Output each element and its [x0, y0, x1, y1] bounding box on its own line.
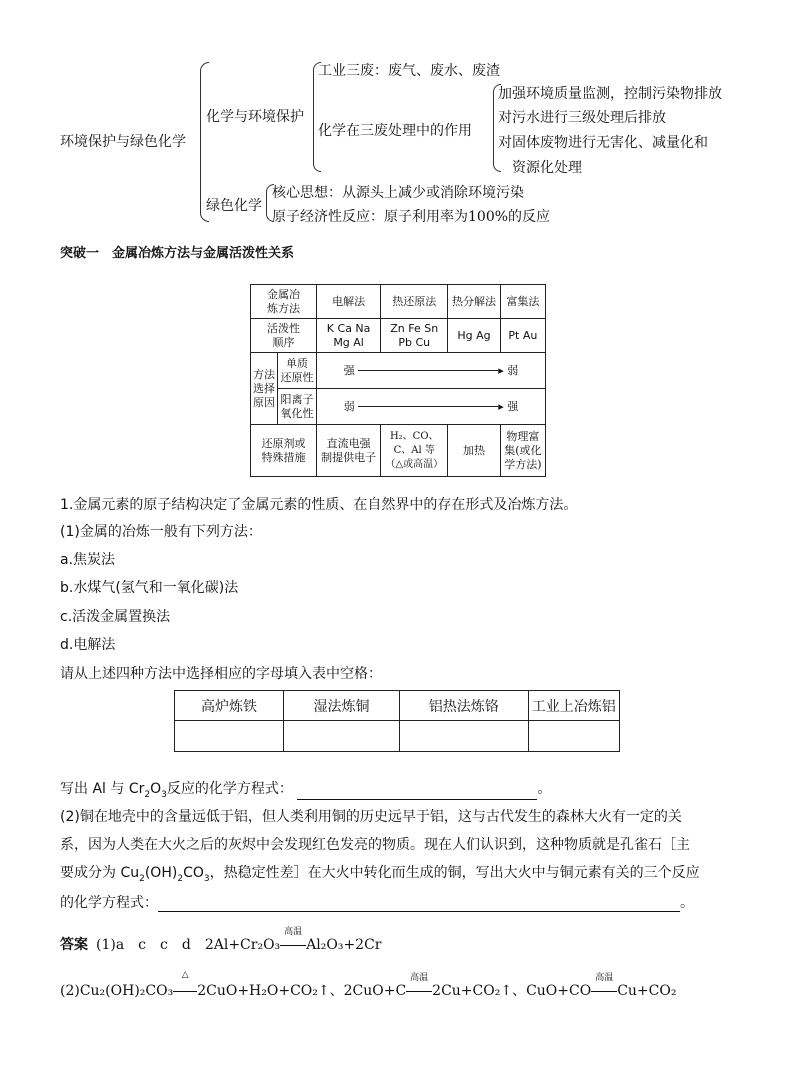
mindmap-subitem: 对污水进行三级处理后排放: [498, 110, 666, 126]
option-a: a.焦炭法: [60, 552, 116, 568]
condition-label: 高温: [284, 927, 303, 937]
option-b: b.水煤气(氢气和一氧化碳)法: [60, 580, 239, 596]
question-1-part-2: 要成分为 $Cu_2(OH)_2CO_3$，热稳定性差］在大火中转化而生成的铜，写出大火中与铜元素有关的三个反应: [60, 865, 700, 884]
answer-fill-table: [174, 690, 620, 752]
table-cell: 活泼性 顺序: [251, 319, 317, 353]
blank-cell[interactable]: [399, 721, 528, 752]
question-1-part-2: 系，因为人类在大火之后的灰烬中会发现红色发亮的物质。现在人们认识到，这种物质就是孔雀石［主: [60, 837, 690, 853]
table-cell: Hg Ag: [448, 319, 500, 353]
mindmap-subitem: 对固体废物进行无害化、减量化和: [498, 135, 708, 151]
mindmap-item: 原子经济性反应：原子利用率为100%的反应: [272, 209, 551, 225]
option-c: c.活泼金属置换法: [60, 609, 171, 625]
table-cell: 金属冶 炼方法: [251, 285, 317, 319]
blank-line[interactable]: [297, 785, 537, 800]
option-d: d.电解法: [60, 637, 116, 653]
table-cell: 热还原法: [381, 285, 448, 319]
write-equation-prompt: 写出 Al 与 $Cr_2O_3$反应的化学方程式： 。: [60, 781, 552, 800]
section-title: 突破一 金属冶炼方法与金属活泼性关系: [60, 246, 295, 261]
blank-cell[interactable]: [175, 721, 284, 752]
instruction: 请从上述四种方法中选择相应的字母填入表中空格：: [60, 666, 382, 682]
table-cell: Pt Au: [500, 319, 545, 353]
mindmap-branch-1: 化学与环境保护: [206, 109, 304, 125]
trend-arrow-cell: 弱 ▸ 强: [317, 389, 546, 425]
table-cell: 加热: [448, 425, 500, 477]
table-cell: 富集法: [500, 285, 545, 319]
blank-cell[interactable]: [284, 721, 400, 752]
mindmap-item: 工业三废：废气、废水、废渣: [318, 63, 500, 79]
condition-label: 高温: [595, 973, 614, 983]
question-1: 1.金属元素的原子结构决定了金属元素的性质、在自然界中的存在形式及冶炼方法。: [60, 497, 578, 513]
table-cell: 阳离子 氧化性: [278, 389, 317, 425]
table-cell: 电解法: [317, 285, 381, 319]
table-cell: 直流电强 制提供电子: [317, 425, 381, 477]
blank-line[interactable]: [158, 897, 680, 912]
question-1-part-1: (1)金属的冶炼一般有下列方法：: [60, 524, 262, 540]
trend-arrow-cell: 强 ▸ 弱: [317, 353, 546, 389]
table-cell: 热分解法: [448, 285, 500, 319]
answer-1: 答案 (1)a c c d 2Al+Cr₂O₃ 高温 Al₂O₃+2Cr: [60, 934, 382, 954]
mindmap-item: 核心思想：从源头上减少或消除环境污染: [272, 185, 524, 201]
table-cell: K Ca Na Mg Al: [317, 319, 381, 353]
table-cell: Zn Fe Sn Pb Cu: [381, 319, 448, 353]
table-cell: 方法 选择 原因: [251, 353, 278, 425]
condition-label: 高温: [410, 973, 429, 983]
answer-label: 答案: [60, 937, 88, 953]
table-header-cell: 铝热法炼铬: [399, 691, 528, 721]
mindmap-subitem: 加强环境质量监测，控制污染物排放: [498, 86, 722, 102]
blank-cell[interactable]: [528, 721, 619, 752]
table-cell: H₂、CO、 C、Al 等 （△或高温）: [381, 425, 448, 477]
table-header-cell: 高炉炼铁: [175, 691, 284, 721]
condition-label: △: [181, 970, 189, 980]
metal-smelting-table: [250, 284, 546, 477]
question-1-part-2: 的化学方程式： 。: [60, 895, 694, 911]
table-cell: 物理富 集(或化 学方法): [500, 425, 545, 477]
table-header-cell: 工业上冶炼铝: [528, 691, 619, 721]
question-1-part-2: (2)铜在地壳中的含量远低于铝，但人类利用铜的历史远早于铝，这与古代发生的森林大火有一定的关: [60, 809, 682, 825]
mindmap-branch-2: 绿色化学: [206, 198, 262, 214]
mindmap-subitem: 资源化处理: [512, 160, 582, 176]
mindmap-root: 环境保护与绿色化学: [60, 134, 186, 150]
mindmap-item: 化学在三废处理中的作用: [318, 123, 472, 139]
table-cell: 还原剂或 特殊措施: [251, 425, 317, 477]
table-cell: 单质 还原性: [278, 353, 317, 389]
answer-2: (2)Cu₂(OH)₂CO₃ △ 2CuO+H₂O+CO₂↑、2CuO+C 高温 2Cu+CO₂↑、CuO+CO 高温 Cu+CO₂: [60, 970, 677, 999]
table-header-cell: 湿法炼铜: [284, 691, 400, 721]
